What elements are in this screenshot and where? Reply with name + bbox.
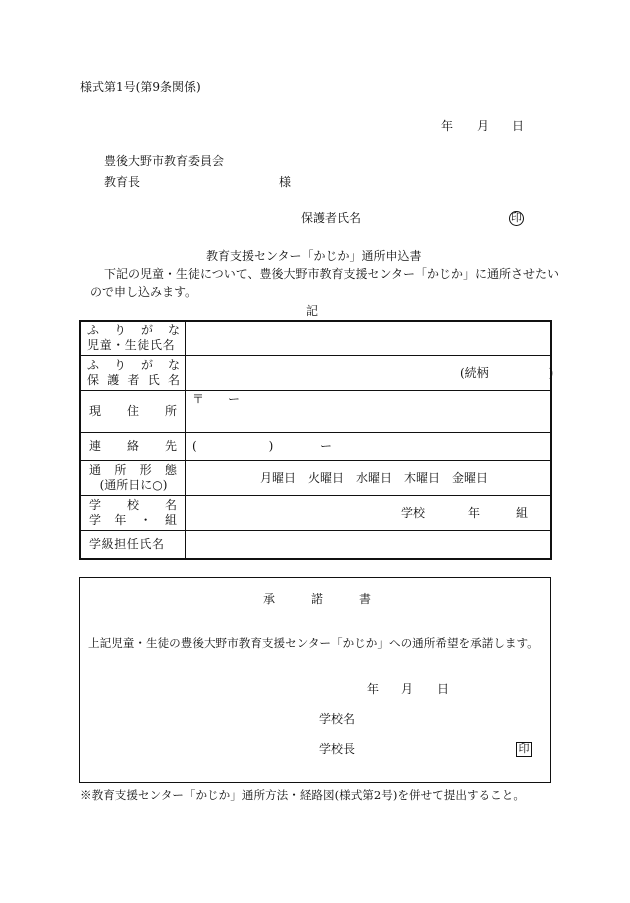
attendance-days-field[interactable] (186, 460, 552, 495)
application-body-line1: 下記の児童・生徒について、豊後大野市教育支援センター「かじか」に通所させたい (104, 267, 560, 281)
address-field[interactable] (186, 390, 552, 432)
principal-label: 学校長 (319, 742, 356, 756)
grade-suffix: 年 (468, 505, 481, 520)
label-guardian-name: ふ り が な 保 護 者 氏 名 (80, 355, 186, 390)
table-row-address (80, 390, 551, 432)
table-row-school (80, 495, 551, 530)
label-attendance: 通 所 形 態 (通所日に○) (80, 460, 186, 495)
school-name-label: 学校名 (319, 712, 356, 726)
form-number: 様式第1号(第9条関係) (80, 80, 201, 94)
table-row-teacher (80, 530, 551, 559)
seal-icon: 印 (511, 211, 522, 224)
date-day-label: 日 (512, 119, 525, 133)
addressee-superintendent: 教育長 (104, 175, 141, 189)
consent-date-year: 年 (367, 682, 380, 696)
contact-dash: ー (320, 438, 333, 453)
application-table (79, 320, 552, 560)
date-year-label: 年 (441, 119, 454, 133)
addressee-board: 豊後大野市教育委員会 (104, 154, 225, 168)
school-suffix: 学校 (401, 505, 426, 520)
contact-area-code: ( ) (192, 438, 274, 453)
guardian-name-label: 保護者氏名 (301, 211, 362, 225)
guardian-seal (509, 211, 524, 226)
contact-field[interactable] (186, 432, 552, 460)
footnote: ※教育支援センター「かじか」通所方法・経路図(様式第2号)を併せて提出すること。 (80, 788, 525, 802)
consent-title: 承 諾 書 (263, 592, 372, 606)
table-row-contact (80, 432, 551, 460)
ki-mark: 記 (306, 304, 319, 318)
consent-date-day: 日 (437, 682, 450, 696)
teacher-name-field[interactable] (186, 530, 552, 559)
label-teacher: 学級担任氏名 (80, 530, 186, 559)
date-month-label: 月 (477, 119, 490, 133)
application-title: 教育支援センター「かじか」通所申込書 (206, 249, 422, 263)
table-row-guardian-name (80, 355, 551, 390)
school-field[interactable] (186, 495, 552, 530)
consent-body: 上記児童・生徒の豊後大野市教育支援センター「かじか」への通所希望を承諾します。 (88, 636, 539, 650)
label-contact: 連 絡 先 (80, 432, 186, 460)
application-body-line2: ので申し込みます。 (90, 285, 198, 299)
seal-icon: 印 (516, 742, 532, 757)
class-suffix: 組 (516, 505, 529, 520)
label-address: 現 住 所 (80, 390, 186, 432)
guardian-name-field[interactable] (186, 355, 552, 390)
consent-date-month: 月 (401, 682, 414, 696)
honorific-sama: 様 (279, 175, 292, 189)
table-row-attendance (80, 460, 551, 495)
student-name-field[interactable] (186, 321, 552, 355)
label-school: 学 校 名 学 年 ・ 組 (80, 495, 186, 530)
postal-mark: 〒 ー (192, 391, 241, 406)
relationship-label: (続柄 ) (460, 365, 554, 380)
label-student-name: ふ り が な 児童・生徒氏名 (80, 321, 186, 355)
weekday-options: 月曜日 火曜日 水曜日 木曜日 金曜日 (260, 470, 489, 485)
principal-seal (516, 742, 532, 757)
table-row-student-name (80, 321, 551, 355)
consent-box (79, 577, 551, 783)
